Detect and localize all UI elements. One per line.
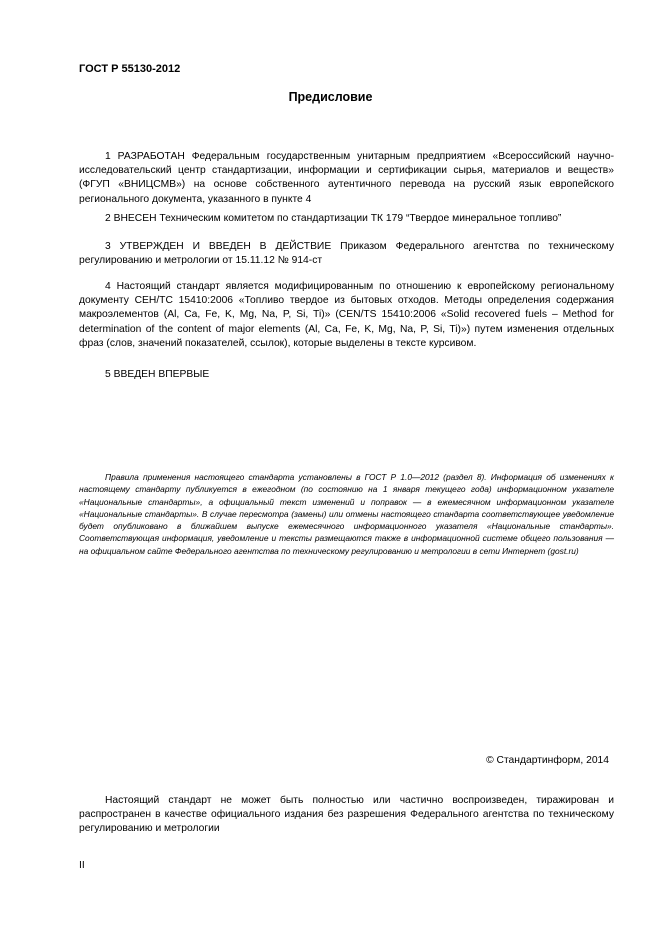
standard-code: ГОСТ Р 55130-2012 bbox=[79, 63, 181, 75]
reproduction-restriction: Настоящий стандарт не может быть полностью или частично воспроизведен, тиражирован и распространен в качестве официального издания без разрешения Федерального агентства по техническому регулированию и метрологии bbox=[79, 795, 614, 835]
paragraph-4-modified: 4 Настоящий стандарт является модифицированным по отношению к европейскому региональному документу СЕН/ТС 15410:2006 «Топливо твердое из бытовых отходов. Методы определения содержания макроэлементов (Al, Ca, Fe, K, Mg, Na, P, Si, Ti)» (CEN/TS 15410:2006 «Solid recovered fuels – Method for determination of the content of major elements (Al, Ca, Fe, K, Mg, Na, P, Si, Ti)») путем изменения отдельных фраз (слов, значений показателей, ссылок), которые выделены в тексте курсивом. bbox=[79, 281, 614, 349]
paragraph-1-developed: 1 РАЗРАБОТАН Федеральным государственным унитарным предприятием «Всероссийский научно-исследовательский центр стандартизации, информации и сертификации сырья, материалов и веществ» (ФГУП «ВНИЦСМВ») на основе собственного аутентичного перевода на русский язык европейского регионального документа, указанного в пункте 4 bbox=[79, 151, 614, 205]
page-title: Предисловие bbox=[288, 90, 373, 104]
copyright-line: © Стандартинформ, 2014 bbox=[486, 755, 609, 766]
page-number: II bbox=[79, 860, 85, 871]
paragraph-2-introduced: 2 ВНЕСЕН Техническим комитетом по стандартизации ТК 179 “Твердое минеральное топливо” bbox=[105, 213, 562, 224]
usage-notice: Правила применения настоящего стандарта установлены в ГОСТ Р 1.0—2012 (раздел 8). Информация об изменениях к настоящему стандарту публикуется в ежегодном (по состоянию на 1 января текущего года) информационном указателе «Национальные стандарты», а официальный текст изменений и поправок — в ежемесячном информационном указателе «Национальные стандарты». В случае пересмотра (замены) или отмены настоящего стандарта соответствующее уведомление будет опубликовано в ближайшем выпуске ежемесячного информационного указателя «Национальные стандарты». Соответствующая информация, уведомление и тексты размещаются также в информационной системе общего пользования — на официальном сайте Федерального агентства по техническому регулированию и метрологии в сети Интернет (gost.ru) bbox=[79, 472, 614, 556]
paragraph-5-first-introduced: 5 ВВЕДЕН ВПЕРВЫЕ bbox=[105, 369, 210, 380]
paragraph-3-approved: 3 УТВЕРЖДЕН И ВВЕДЕН В ДЕЙСТВИЕ Приказом Федерального агентства по техническому регулированию и метрологии от 15.11.12 № 914-ст bbox=[79, 241, 614, 267]
